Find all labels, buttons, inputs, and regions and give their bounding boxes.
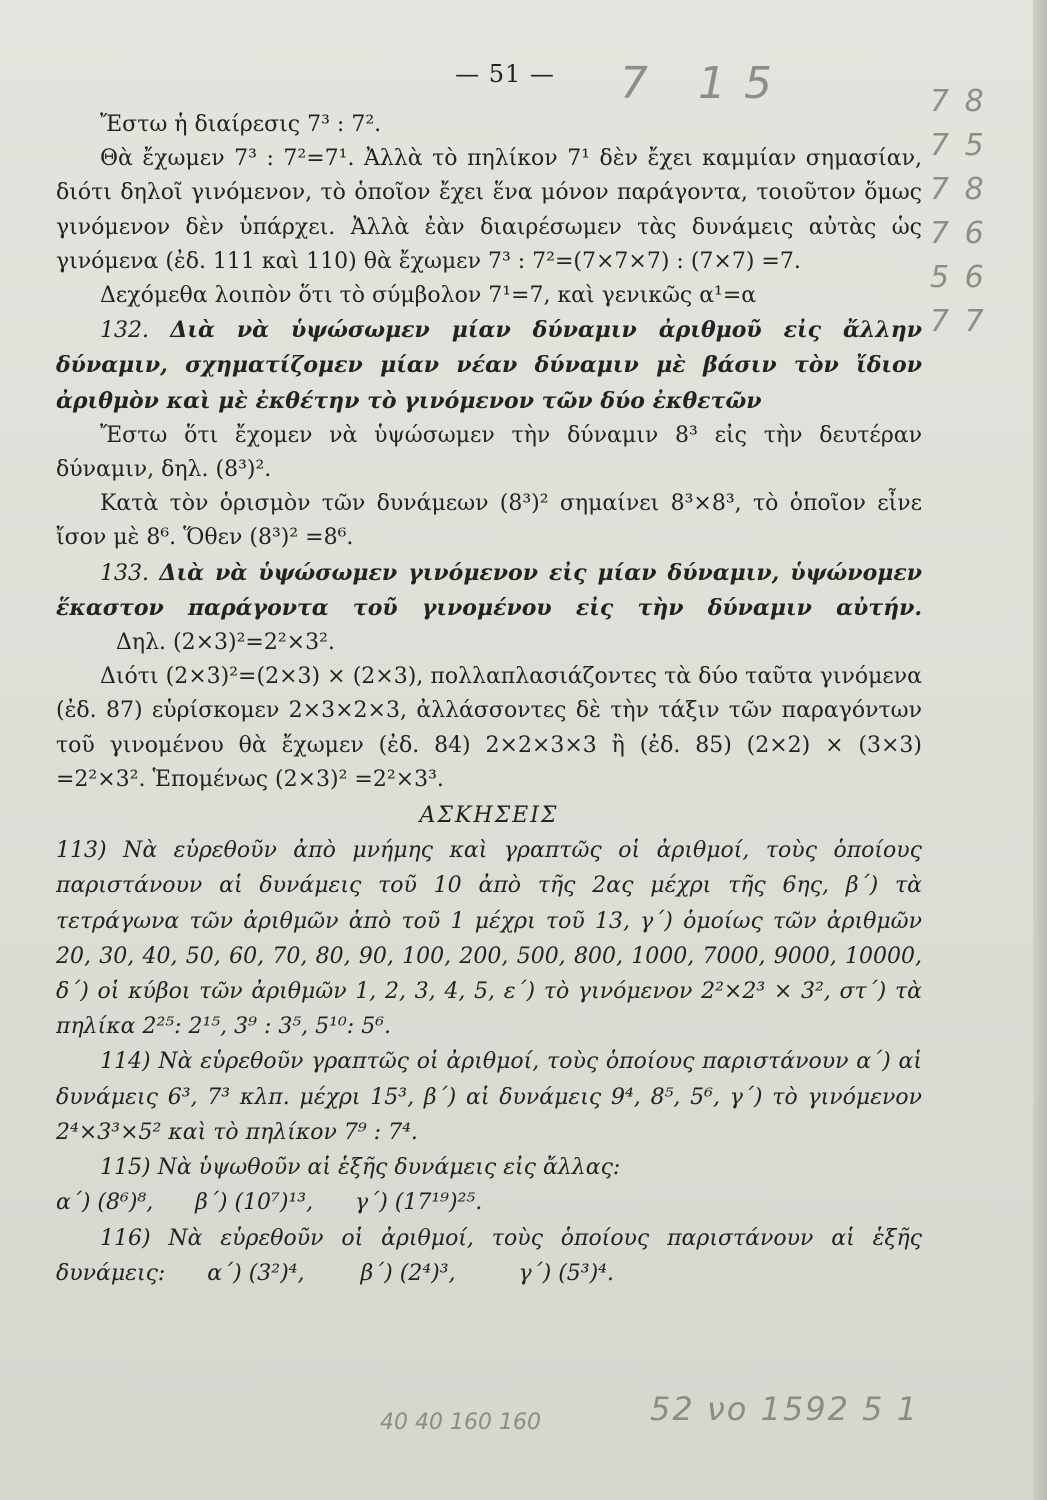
exercise-list	[56, 833, 929, 1291]
paragraph-example-power: Ἔστω ὅτι ἔχομεν νὰ ὑψώσωμεν τὴν δύναμιν 8³ εἰς τὴν δευτέραν δύναμιν, δηλ. (8³)².	[56, 422, 922, 483]
theorem-text: Διὰ νὰ ὑψώσωμεν μίαν δύναμιν ἀριθμοῦ εἰς ἄλλην δύναμιν, σχηματίζομεν μίαν νέαν δύναμιν μὲ βάσιν τὸν ἴδιον ἀριθμὸν καὶ μὲ ἐκθέτην τὸ γινόμενον τῶν δύο ἐκθετῶν	[56, 317, 922, 414]
paragraph-definition: Δεχόμεθα λοιπὸν ὅτι τὸ σύμβολον 7¹=7, καὶ γενικῶς α¹=α	[100, 283, 757, 309]
exercise-116: 116) Νὰ εὑρεθοῦν οἱ ἀριθμοί, τοὺς ὁποίους παριστάνουν αἱ ἑξῆς δυνάμεις: α΄) (3²)⁴, β΄) (2⁴)³, γ΄) (5³)⁴.	[56, 1225, 929, 1286]
handwritten-bottom: 52 νο 1592 5 1	[650, 1390, 920, 1428]
exercises-heading: ΑΣΚΗΣΕΙΣ	[419, 803, 559, 829]
theorem-text: Διὰ νὰ ὑψώσωμεν γινόμενον εἰς μίαν δύναμιν, ὑψώνομεν ἕκαστον παράγοντα τοῦ γινομένου εἰς τὴν δύναμιν αὐτήν.	[56, 559, 922, 621]
theorem-example: Δηλ. (2×3)²=2²×3².	[116, 630, 335, 656]
page-number: — 51 —	[455, 60, 555, 88]
paragraph-definition-power: Κατὰ τὸν ὁρισμὸν τῶν δυνάμεων (8³)² σημαίνει 8³×8³, τὸ ὁποῖον εἶνε ἴσον μὲ 8⁶. Ὅθεν (8³)² =8⁶.	[56, 491, 922, 551]
exercise-114: 114) Νὰ εὑρεθοῦν γραπτῶς οἱ ἀριθμοί, τοὺς ὁποίους παριστάνουν α΄) αἱ δυνάμεις 6³, 7³ κλπ. μέχρι 15³, β΄) αἱ δυνάμεις 9⁴, 8⁵, 5⁶, γ΄) τὸ γινόμενον 2⁴×3³×5² καὶ τὸ πηλίκον 7⁹ : 7⁴.	[56, 1049, 922, 1145]
page-edge	[1033, 0, 1047, 1500]
handwritten-top-numbers: 7 15	[620, 58, 790, 109]
handwritten-right-margin: 7 8 7 5 7 8 7 6 5 6 7 7	[930, 84, 984, 339]
section-number: 132.	[100, 318, 149, 344]
paragraph-division: Ἔστω ἡ διαίρεσις 7³ : 7².	[100, 112, 382, 137]
paragraph-explanation: Θὰ ἔχωμεν 7³ : 7²=7¹. Ἀλλὰ τὸ πηλίκον 7¹ δὲν ἔχει καμμίαν σημασίαν, διότι δηλοῖ γινόμενον, τὸ ὁποῖον ἔχει ἕνα μόνον παράγοντα, τοιοῦτον ὅμως γινόμενον δὲν ὑπάρχει. Ἀλλὰ ἐὰν διαιρέσωμεν τὰς δυνάμεις αὐτὰς ὡς γινόμενα (ἐδ. 111 καὶ 110) θὰ ἔχωμεν 7³ : 7²=(7×7×7) : (7×7) =7.	[56, 146, 922, 274]
exercise-115: 115) Νὰ ὑψωθοῦν αἱ ἑξῆς δυνάμεις εἰς ἄλλας:	[100, 1155, 621, 1181]
theorem-132	[56, 313, 922, 419]
exercise-115-items: α΄) (8⁶)⁸, β΄) (10⁷)¹³, γ΄) (17¹⁹)²⁵.	[56, 1190, 483, 1216]
page-body	[56, 108, 929, 1291]
section-number: 133.	[100, 560, 149, 586]
paragraph-proof: Διότι (2×3)²=(2×3) × (2×3), πολλαπλασιάζοντες τὰ δύο ταῦτα γινόμενα (ἐδ. 87) εὑρίσκομεν 2×3×2×3, ἀλλάσσοντες δὲ τὴν τάξιν τῶν παραγόντων τοῦ γινομένου θὰ ἔχωμεν (ἐδ. 84) 2×2×3×3 ἢ (ἐδ. 85) (2×2) × (3×3) =2²×3². Ἑπομένως (2×3)² =2²×3³.	[56, 664, 922, 792]
handwritten-bottom-left: 40 40 160 160	[380, 1410, 541, 1435]
theorem-133	[56, 556, 922, 661]
exercise-113: 113) Νὰ εὑρεθοῦν ἀπὸ μνήμης καὶ γραπτῶς οἱ ἀριθμοί, τοὺς ὁποίους παριστάνουν αἱ δυνάμεις τοῦ 10 ἀπὸ τῆς 2ας μέχρι τῆς 6ης, β΄) τὰ τετράγωνα τῶν ἀριθμῶν ἀπὸ τοῦ 1 μέχρι τοῦ 13, γ΄) ὁμοίως τῶν ἀριθμῶν 20, 30, 40, 50, 60, 70, 80, 90, 100, 200, 500, 800, 1000, 7000, 9000, 10000, δ΄) οἱ κύβοι τῶν ἀριθμῶν 1, 2, 3, 4, 5, ε΄) τὸ γινόμενον 2²×2³ × 3², στ΄) τὰ πηλίκα 2²⁵: 2¹⁵, 3⁹ : 3⁵, 5¹⁰: 5⁶.	[56, 838, 922, 1040]
